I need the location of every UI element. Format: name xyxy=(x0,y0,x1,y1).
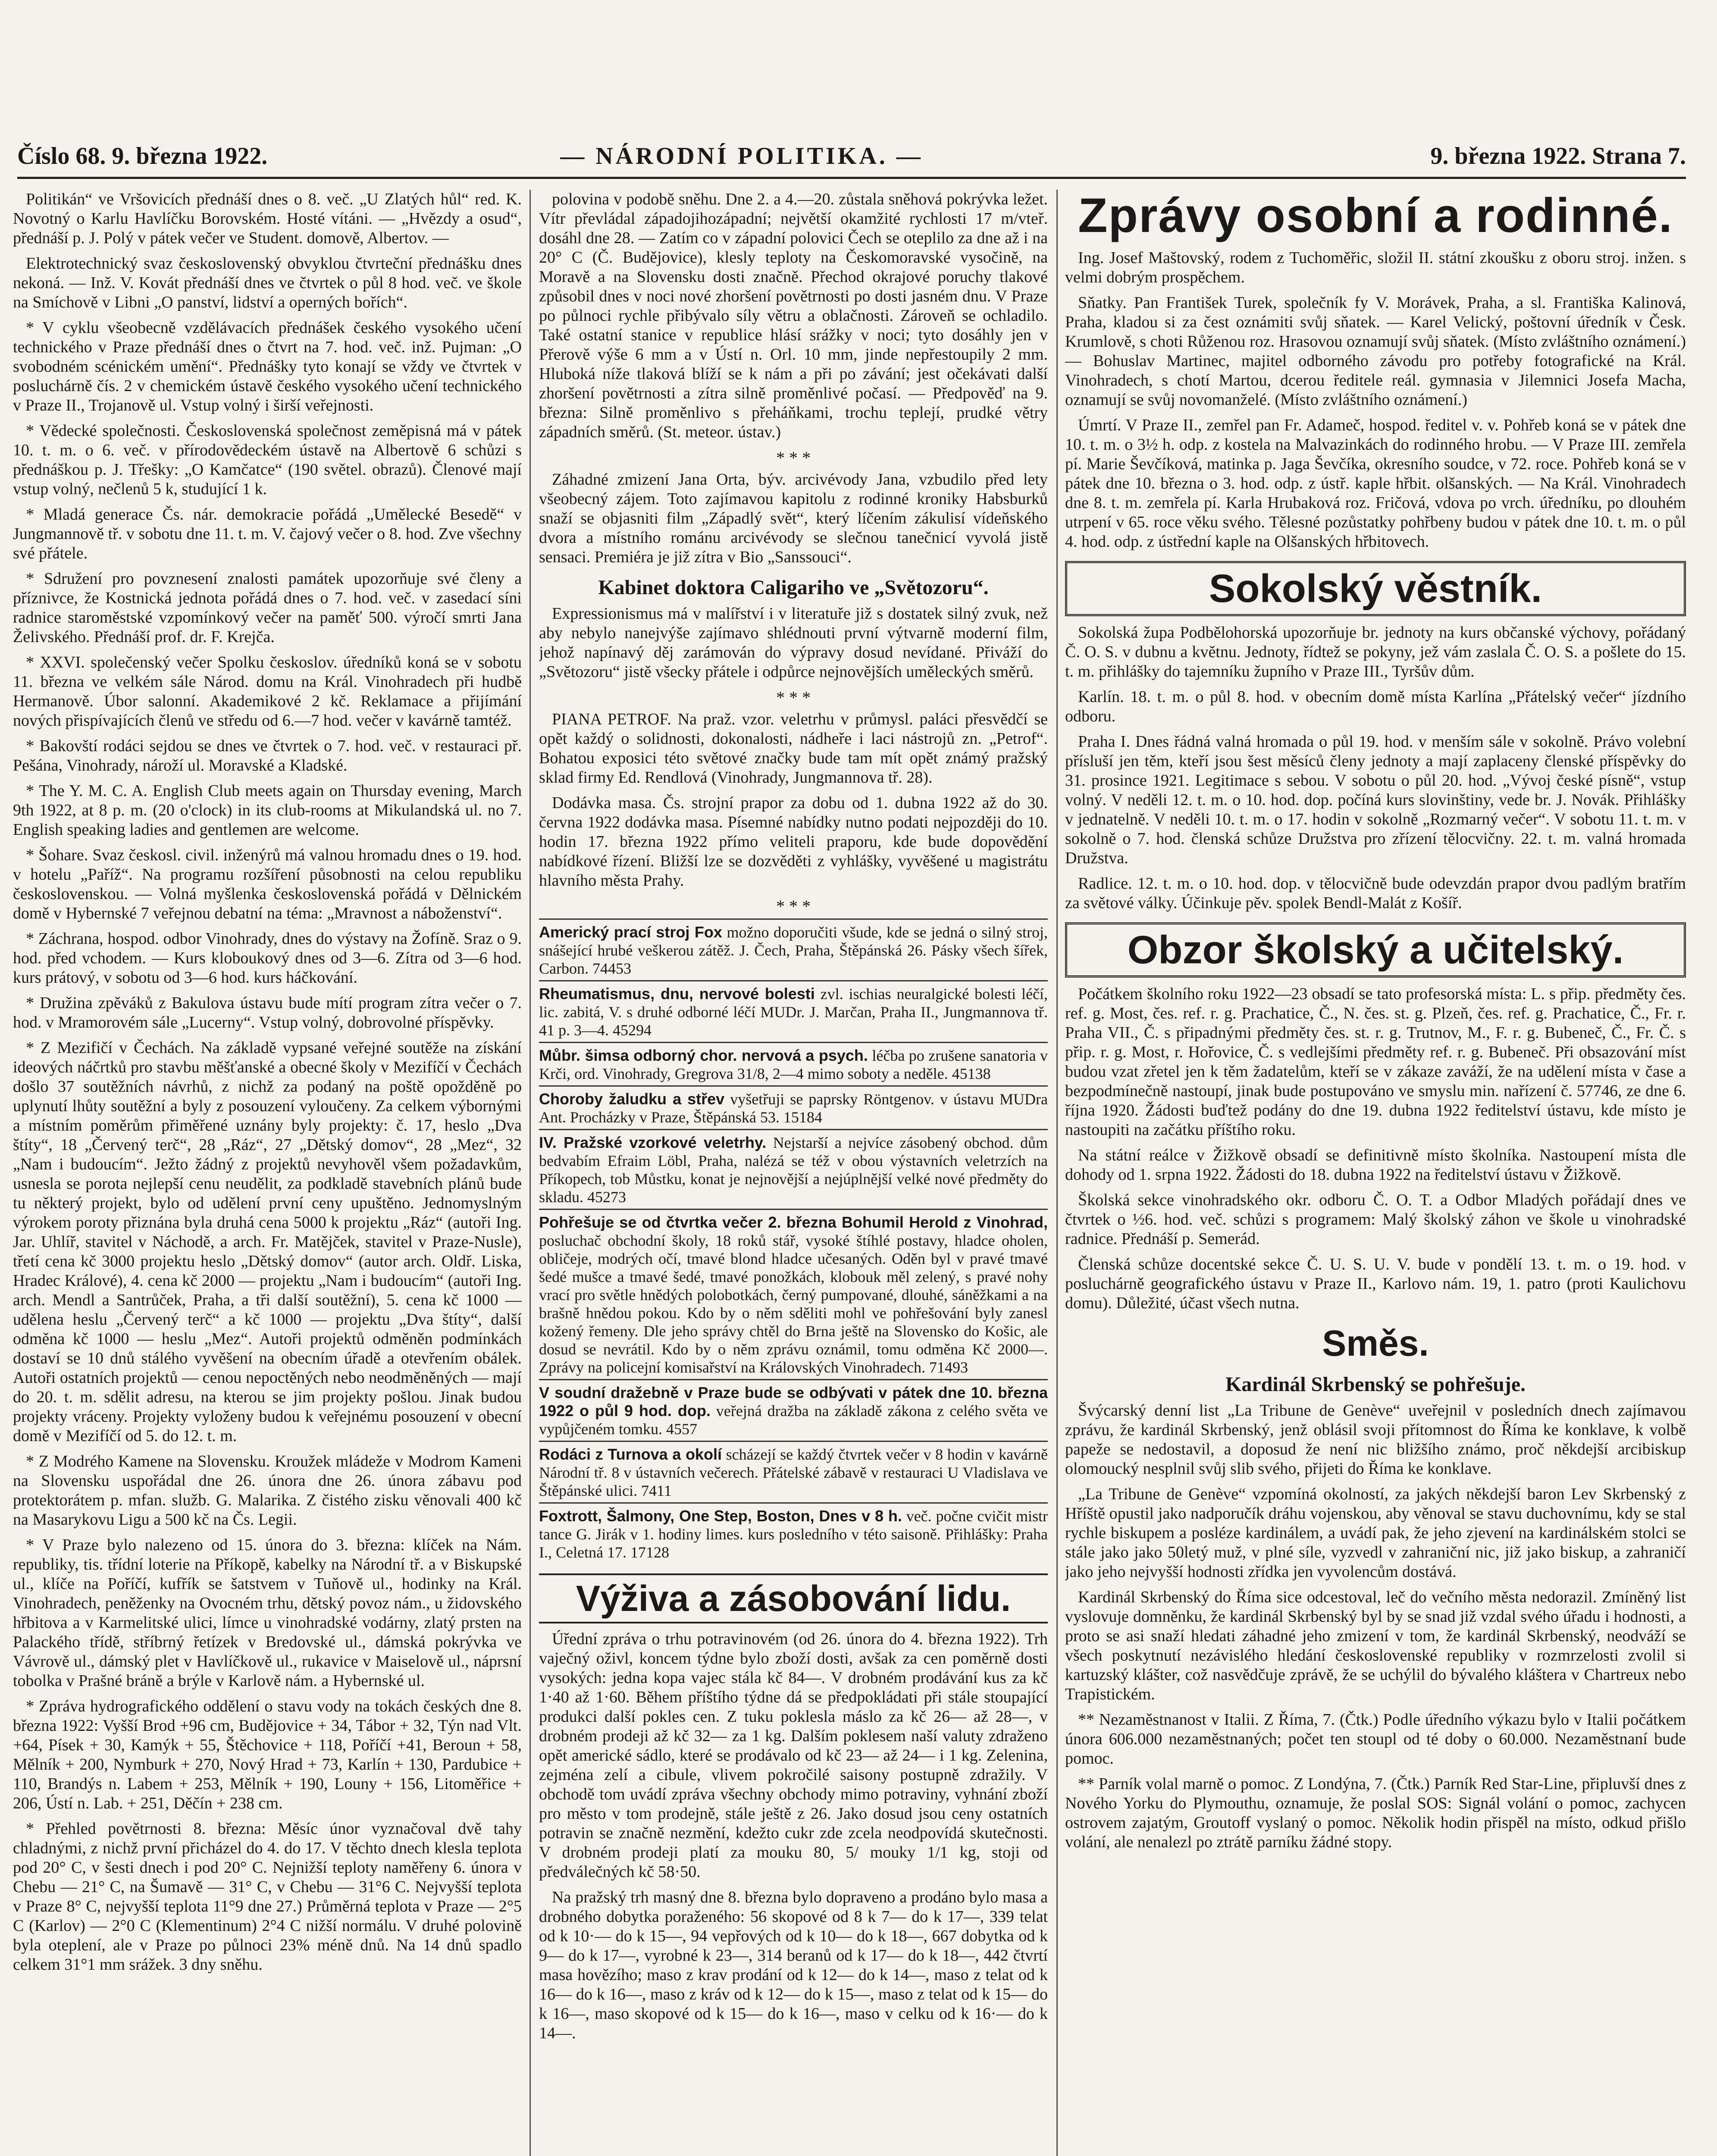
section-heading: Sokolský věstník. xyxy=(1065,561,1686,616)
page-date-number: 9. března 1922. Strana 7. xyxy=(1430,143,1686,169)
article: * Mladá generace Čs. nár. demokracie pořádá „Umělecké Besedě“ v Jungmannově tř. v sobotu dne 11. t. m. V. čajový večer o 8. hod. Zve všechny své přátele. xyxy=(13,505,522,562)
article: Členská schůze docentské sekce Č. U. S. U. V. bude v pondělí 13. t. m. o 19. hod. v posluchárně geografického ústavu v Praze II., Karlovo nám. 19, 1. patro (proti Kaulichovu domu). Důležité, účast všech nutna. xyxy=(1065,1255,1686,1312)
classified-ad: IV. Pražské vzorkové veletrhy. Nejstarší a nejvíce zásobený obchod. dům bedvabím Efraim Löbl, Praha, nalézá se též v obou výstavních veletrzích na Příkopech, tob Můstku, konat je nejnovější a nejúplnější velké nové předměty do skladu. 45273 xyxy=(539,1129,1048,1209)
classified-ad: Choroby žaludku a střev vyšetřuji se paprsky Röntgenov. v ústavu MUDra Ant. Procházky v Praze, Štěpánská 53. 15184 xyxy=(539,1085,1048,1129)
article: Úřední zpráva o trhu potravinovém (od 26. února do 4. března 1922). Trh vaječný oživl, koncem týdne bylo zboží dosti, avšak za cen poměrně dosti vysokých: jedna kopa vajec stála kč 84—. V drobném prodávání kus za kč 1·40 až 1·60. Během příštího týdne dá se předpokládati při stále stoupající produkci další pokles cen. Z tuku poklesla máslo za kč 26— až 28—, v drobném prodeji až kč 32— za 1 kg. Dalším poklesem naší valuty zdraženo opět americké sádlo, které se prodávalo od kč 23— až 24— i 1 kg. Zelenina, zejména zelí a cibule, vlivem pokročilé saisony postupně zdražily. V obchodě tom uvádí zpráva všechny obchody mimo potraviny, vyhnání zboží pro město v tom prodejně, stále ještě z 26. Jako dosud jsou ceny ostatních potravin se značně nezmění, kdežto cukr zde zcela neodpovídá skutečnosti. V drobném prodeji platí za mouku 80, 5/ mouky 1/1 kg, stoji od předválečných kč 58·50. xyxy=(539,1630,1048,1881)
article: Kardinál Skrbenský do Říma sice odcestoval, leč do večního města nedorazil. Zmíněný list vyslovuje domněnku, že kardinál Skrbenský byl by se snad již vzdal svého úřadu i hodnosti, a proto se asi snaží hledati záhadné jeho zmizení v tom, že kardinál Skrbenský, neodváží se všech poskytnutí nezávislého hledání československé republiky v rozmrzelosti zvolil si kartuzský klášter, což nasvědčuje zprávě, že se uchýlil do bývalého kláštera v Chartreux nebo Trapistickém. xyxy=(1065,1588,1686,1703)
article: Na státní reálce v Žižkově obsadí se definitivně místo školníka. Nastoupení místa dle dohody od 1. srpna 1922. Žádosti do 18. dubna 1922 na ředitelství ústavu v Žižkově. xyxy=(1065,1146,1686,1184)
article: * Sdružení pro povznesení znalosti památek upozorňuje své členy a příznivce, že Kostnická jednota pořádá dnes o 7. hod. več. v zasedací síni radnice staroměstské vzpomínkový večer na paměť 500. výročí smrti Jana Želivského. Přednáší prof. dr. F. Krejča. xyxy=(13,570,522,646)
article: Úmrtí. V Praze II., zemřel pan Fr. Adameč, hospod. ředitel v. v. Pohřeb koná se v pátek dne 10. t. m. o 3½ h. odp. z kostela na Malvazinkách do rodinného hrobu. — V Praze III. zemřela pí. Marie Ševčíková, matinka p. Jaga Ševčíka, okresního soudce, v 72. roce. Pohřeb koná se v pátek dne 10. března o 3. hod. odp. z ústř. kaple hřbit. olšanských. — Na Král. Vinohradech dne 8. t. m. zemřela pí. Karla Hrubaková roz. Fričová, vdova po vrch. úředníku, po dlouhém utrpení v 65. roce věku svého. Tělesné pozůstatky pohřbeny budou v pátek dne 10. t. m. o půl 4. hod. odp. z ústřední kaple na Olšanských hřbitovech. xyxy=(1065,416,1686,551)
article: * XXVI. společenský večer Spolku českoslov. úředníků koná se v sobotu 11. března ve velkém sále Národ. domu na Král. Vinohradech při hudbě Hermanově. Úbor salonní. Akademikové 2 kč. Reklamace a přijímání nových přispívajících členů ve středu od 6.—7 hod. večer v kavárně tamtéž. xyxy=(13,653,522,730)
column-3 xyxy=(1065,190,1686,2156)
article: * V cyklu všeobecně vzdělávacích přednášek českého vysokého učení technického v Praze přednáší dnes o čtvrt na 7. hod. več. inž. Pujman: „O svobodném scénickém umění“. Přednášky tyto konají se vždy ve čtvrtek v posluchárně čís. 2 v chemickém ústavě českého vysokého učení technického v Praze II., Trojanově ul. Vstup volný i širší veřejnosti. xyxy=(13,319,522,414)
classified-ad: Foxtrott, Šalmony, One Step, Boston, Dnes v 8 h. več. počne cvičit mistr tance G. Jirák v 1. hodiny limes. kurs posledního v této saisoně. Přihlášky: Praha I., Celetná 17. 17128 xyxy=(539,1502,1048,1564)
column-1 xyxy=(13,190,522,2156)
section-heading: Obzor školský a učitelský. xyxy=(1065,922,1686,978)
divider-stars: * * * xyxy=(776,688,811,707)
article: * Vědecké společnosti. Československá společnost zeměpisná má v pátek 10. t. m. o 6. več. v přírodovědeckém ústavě na Albertově 6 schůzi s přednáškou p. J. Třešky: „O Kamčatce“ (190 světel. obrazů). Členové mají vstup volný, nečlenů 5 k, studující 1 k. xyxy=(13,422,522,498)
section-heading: Výživa a zásobování lidu. xyxy=(539,1573,1048,1623)
divider-stars: * * * xyxy=(776,896,811,916)
article: * Z Modrého Kamene na Slovensku. Kroužek mládeže v Modrom Kameni na Slovensku uspořádal dne 26. února dne 26. února zábavu pod protektorátem p. mfan. služb. G. Malarika. Z čistého zisku věnovali 400 kč na Masarykovu Ligu a 500 kč na Čs. Legii. xyxy=(13,1452,522,1529)
classified-ad: Rodáci z Turnova a okolí scházejí se každý čtvrtek večer v 8 hodin v kavárně Národní tř. 8 v ústavních večerech. Přátelské zábavě v restauraci U Vladislava ve Štěpánské ulici. 7411 xyxy=(539,1441,1048,1502)
article: Ing. Josef Maštovský, rodem z Tuchoměřic, složil II. státní zkoušku z oboru stroj. inžen. s velmi dobrým prospěchem. xyxy=(1065,249,1686,286)
article-heading: Kabinet doktora Caligariho ve „Světozoru“. xyxy=(598,576,989,599)
classified-ad: Můbr. šimsa odborný chor. nervová a psych. léčba po zrušene sanatoria v Krči, ord. Vinohrady, Gregrova 31/8, 2—4 mimo soboty a neděle. 45138 xyxy=(539,1042,1048,1085)
article: * Záchrana, hospod. odbor Vinohrady, dnes do výstavy na Žofíně. Sraz o 9. hod. před vchodem. — Kurs kloboukový dnes od 3—6. Zítra od 3—6 hod. kurs prátový, v sobotu od 3—6 hod. kurs háčkování. xyxy=(13,930,522,987)
article: Elektrotechnický svaz československý obvyklou čtvrteční přednášku dnes nekoná. — Inž. V. Kovát přednáší dnes ve čtvrtek o půl 8 hod. več. ve škole na Smíchově v Libni „O panství, lidství a operných bořích“. xyxy=(13,254,522,311)
divider-stars: * * * xyxy=(776,448,811,467)
column-2 xyxy=(539,190,1048,2156)
article: polovina v podobě sněhu. Dne 2. a 4.—20. zůstala sněhová pokrývka ležet. Vítr převládal západojihozápadní; největší okamžité rychlosti 17 m/vteř. dosáhl dne 28. — Zatím co v západní polovici Čech se oteplilo za dne až i na 20° C (Č. Budějovice), klesly teploty na Českomoravské vysočině, na Moravě a na Slovensku dosti značně. Přechod okrajové poruchy tlakové způsobil dnes v noci nové zhoršení povětrnosti po dosti jasném dnu. V Praze po půlnoci rychle přibývalo síly větru a oblačnosti. Zároveň se ochladilo. Také ostatní stanice v republice hlásí srážky v noci; tyto dosáhly jen v Přerově výše 6 mm a v Ústí n. Orl. 10 mm, jinde nepřestoupily 2 mm. Hluboká níže tlaková blíží se k nám a při po závání; jest očekávati další zhoršení povětrnosti a zítra silně proměnlivé počasí. — Předpověď na 9. března: Silně proměnlivo s přeháňkami, trochu teplejí, prudké větry západních směrů. (St. meteor. ústav.) xyxy=(539,190,1048,441)
issue-number: Číslo 68. 9. března 1922. xyxy=(17,143,268,169)
article: Sokolská župa Podbělohorská upozorňuje br. jednoty na kurs občanské výchovy, pořádaný Č. O. S. v dubnu a květnu. Jednoty, řídtež se pokyny, jež vám zaslala Č. O. S. a pošlete do 15. t. m. přihlášky do tajemníku župního v Praze III., Tyršův dům. xyxy=(1065,624,1686,680)
column-rule xyxy=(1056,190,1058,2156)
article-heading: Kardinál Skrbenský se pohřešuje. xyxy=(1225,1373,1526,1396)
article: * Bakovští rodáci sejdou se dnes ve čtvrtek o 7. hod. več. v restauraci př. Pešána, Vinohrady, nároží ul. Moravské a Kladské. xyxy=(13,737,522,774)
article: Sňatky. Pan František Turek, společník fy V. Morávek, Praha, a sl. Františka Kalinová, Praha, kladou si za čest oznámiti svůj sňatek. — Karel Velický, poštovní úředník v Česk. Krumlově, s choti Růženou roz. Hrasovou oznamují svůj sňatek. (Místo zvláštního oznámení.) — Bohuslav Martinec, majitel odborného závodu pro potřeby fotografické na Král. Vinohradech, s chotí Martou, dcerou ředitele reál. gymnasia v Jilemnici Josefa Macha, oznamují se svůj novomanželé. (Místo zvláštního oznámení.) xyxy=(1065,294,1686,409)
article: Počátkem školního roku 1922—23 obsadí se tato profesorská místa: L. s přip. předměty čes. ref. g. Most, čes. ref. r. g. Prachatice, Č., N. čes. st. g. Plzeň, čes. ref. g. Prachatice, Č., Fr. r. Praha VII., Č. s připadnými předměty čes. st. r. g. Trutnov, M., F. r. g. Bubeneč, Č., Fr. Č. s přip. r. g. Most, r. Hořovice, Č. s vedlejšími předměty ref. r. g. Bubeneč. Při obsazování míst budou vzat zřetel jen k těm žadatelům, kteří se v zákaze zaváží, že na udělení místa v čase a bezpodmínečně nastoupí, jinak bude postupováno ve smyslu min. nařízení č. 57746, ze dne 6. října 1920. Žádosti buďtež podány do dne 19. dubna 1922 ředitelství ústavu, kde místo je nastoupiti na začátku příštího roku. xyxy=(1065,985,1686,1139)
article: Praha I. Dnes řádná valná hromada o půl 19. hod. v menším sále v sokolně. Právo volební přísluší jen těm, kteří jsou šest měsíců členy jednoty a mají zaplaceny členské příspěvky do 31. prosince 1921. Legitimace s sebou. V sobotu o půl 20. hod. „Vývoj české písně“, vstup volný. V neděli 12. t. m. o 10. hod. dop. počíná kurs slovinštiny, vede br. J. Novák. Přihlášky v jednatelně. V neděli 10. t. m. o 17. hodin v sokolně „Rozmarný večer“. V sobotu 11. t. m. v sokolně o 7. hod. členská schůze Družstva pro zřízení tělocvičny. 22. t. m. valná hromada Družstva. xyxy=(1065,733,1686,867)
article: * Zpráva hydrografického oddělení o stavu vody na tokách českých dne 8. března 1922: Vyšší Brod +96 cm, Budějovice + 34, Tábor + 32, Týn nad Vlt. +64, Písek + 30, Kamýk + 55, Štěchovice + 118, Poříčí +41, Beroun + 58, Mělník + 200, Nymburk + 270, Nový Hrad + 73, Karlín + 130, Pardubice + 110, Brandýs n. Labem + 253, Mělník + 190, Louny + 156, Litoměřice + 206, Ústí n. Lab. + 251, Děčín + 238 cm. xyxy=(13,1697,522,1812)
article: Expressionismus má v malířství i v literatuře již s dostatek silný zvuk, než aby nebylo nanejvýše zajímavo shlédnouti první výtvarně moderní film, jehož napínavý děj zarámován do výpravy dosud nevídané. Přiváží do „Světozoru“ jistě všecky přátele i odpůrce nejnovějších uměleckých směrů. xyxy=(539,605,1048,681)
article: „La Tribune de Genève“ vzpomíná okolností, za jakých někdejší baron Lev Skrbenský z Hříště opustil jako nadporučík dráhu vojenskou, aby věnoval se stavu duchovnímu, kdy se stal rychle biskupem a posléze kardinálem, a uvádí pak, že jeho zjevení na kardinálském stolci se stále jako jako 50letý muž, v plné síle, vyzvedl v zahraniční nic, již jako biskup, a zahraničí jako jeho nejvyšší hodnosti zřídka jen vyvolencům dostává. xyxy=(1065,1485,1686,1581)
article: ** Nezaměstnanost v Italii. Z Říma, 7. (Čtk.) Podle úředního výkazu bylo v Italii počátkem února 606.000 nezaměstnaných; počet ten stoupl od té doby o 60.000. Nezaměstnaní bude pomoc. xyxy=(1065,1711,1686,1767)
classified-ad: Pohřešuje se od čtvrtka večer 2. března Bohumil Herold z Vinohrad, posluchač obchodní školy, 18 roků stář, vysoké štíhlé postavy, hladce oholen, obličeje, modrých očí, tmavé blond hladce učesaných. Oděn byl v pravé tmavé šedé mušce a tmavé šedé, tmavé ponožkách, klobouk měl zelený, s pravé nohy vrací pro světle hnědých polobotkách, černý pumpované, dlouhé, sáněžkami a na brašně hnědou pokou. Kdo by o něm sděliti mohl ve pohřešování byly zanesl kožený řemeny. Dle jeho správy chtěl do Brna ještě na Slovensko do Košic, ale dosud se nevrátil. Kdo by o něm zprávu oznámil, tomu odměna Kč 2000—. Zprávy na policejní komisařství na Královských Vinohradech. 71493 xyxy=(539,1209,1048,1379)
article: * Přehled povětrnosti 8. března: Měsíc únor vyznačoval dvě tahy chladnými, z nichž první přicházel do 4. do 17. V těchto dnech klesla teplota pod 20° C, v šesti dnech i pod 20° C. Nejnižší teploty naměřeny 6. února v Chebu — 21° C, na Šumavě — 31° C, v Chebu — 31°6 C. Nejvyšší teplota v Praze 8° C, nejvyšší teplota 11°9 dne 27.) Průměrná teplota v Praze — 2°5 C (Karlov) — 2°0 C (Klementinum) 2°4 C nižší normálu. V druhé polovině byla oteplení, ale v Praze po půlnoci 23% méně dnů. Na 14 dnů spadlo celkem 31°1 mm srážek. 3 dny sněhu. xyxy=(13,1820,522,1974)
classified-ad: V soudní dražebně v Praze bude se odbývati v pátek dne 10. března 1922 o půl 9 hod. dop. veřejná dražba na základě zákona z celého světa ve vypůjčeném tomku. 4557 xyxy=(539,1379,1048,1441)
article: Školská sekce vinohradského okr. odboru Č. O. T. a Odbor Mladých pořádají dnes ve čtvrtek o ½6. hod. več. schůzi s programem: Malý školský záhon ve škole u vinohradské radnice. Přednáší p. Semerád. xyxy=(1065,1191,1686,1248)
article: Karlín. 18. t. m. o půl 8. hod. v obecním domě místa Karlína „Přátelský večer“ jízdního odboru. xyxy=(1065,688,1686,725)
article: ** Parník volal marně o pomoc. Z Londýna, 7. (Čtk.) Parník Red Star-Line, připluvší dnes z Nového Yorku do Plymouthu, oznamuje, že poslal SOS: Signál volání o pomoc, zachycen ostrovem zajatým, Groutoff vyslaný o pomoc. Několik hodin přispěl na místo, odkud přišlo volání, ale nenalezl po ztrátě parníku žádné stopy. xyxy=(1065,1775,1686,1851)
article: PIANA PETROF. Na praž. vzor. veletrhu v průmysl. paláci přesvědčí se opět každý o solidnosti, dokonalosti, nádheře i laci nástrojů zn. „Petrof“. Bohatou exposici této světové značky bude tam mít opět známý pražský sklad firmy Ed. Rendlová (Vinohrady, Jungmannova tř. 28). xyxy=(539,710,1048,787)
article: Dodávka masa. Čs. strojní prapor za dobu od 1. dubna 1922 až do 30. června 1922 dodávka masa. Písemné nabídky nutno podati nejpozději do 10. hodin 17. března 1922 přímo veliteli praporu, kde bude dopovědění nabídkové řízení. Bližší lze se dozvěděti z vyhlášky, vyvěšené u magistrátu hlavního města Prahy. xyxy=(539,794,1048,890)
classified-ad: Rheumatismus, dnu, nervové bolesti zvl. ischias neuralgické bolesti léčí, lic. zabitá, V. s druhé odborné léčí MUDr. J. Marčan, Praha II., Jungmannova tř. 41 p. 3—4. 45294 xyxy=(539,980,1048,1042)
article: * Z Mezifičí v Čechách. Na základě vypsané veřejné soutěže na získání ideových náčrtků pro stavbu měšťanské a obecné školy v Mezifíčí v Čechách došlo 37 soutěžních návrhů, z nichž za podaný na poště opožděně po uplynutí lhůty soutěžní a byly z posouzení vyloučeny. Za celkem výbornými a místním poměrům přiměřené uznány byly projekty: č. 17, heslo „Dva štíty“, 18 „Červený terč“, 28 „Ráz“, 27 „Dětský domov“, 28 „Mez“, 32 „Nam i budoucím“. Ježto žádný z projektů nevyhověl všem požadavkům, usnesla se porota nejlepší cenu neudělit, za podkladě stavebních plánů bude tu některý projekt, bylo od udělení první ceny upuštěno. Jednomyslným výrokem poroty přiznána byla druhá cena 5000 k projektu „Ráz“ (autoři Ing. Jar. Uhlíř, stavitel v Náchodě, a arch. Fr. Matějček, stavitel v Praze-Nusle), třetí cena kč 3000 projektu heslo „Dětský domov“ (autor arch. Oldř. Liska, Hradec Králové), 4. cena kč 2000 — projektu „Nam i budoucím“ (autoři Ing. arch. Mendl a Santrůček, Praha, a tři další soutěžní), 5. cena kč 1000 — udělena heslu „Červený terč“ a kč 1000 — projektu „Dva štíty“, další odměna kč 1000 — heslu „Mez“. Autoři projektů odměněn podmínkách dostaví se 10 dnů stálého vyvěšení na obecním úřadě a otevřením obálek. Autoři ostatních projektů — cenou nepoctěných nebo neodměněných — mají do 20. t. m. sdělit adresu, na kterou se jim projekty pošlou. Jinak budou projekty vráceny. Projekty vyloženy budou k veřejnému posouzení v obecní domě v Mezifíčí od 5. do 12. t. m. xyxy=(13,1039,522,1445)
article: Na pražský trh masný dne 8. března bylo dopraveno a prodáno bylo masa a drobného dobytka poraženého: 56 skopové od 8 k 7— do k 17—, 339 telat od k 10·— do k 15—, 94 vepřových od k 10— do k 18—, 667 dobytka od k 9— do k 17—, vyrobné k 23—, 314 beranů od k 17— do k 18—, 442 čtvrtí masa hovězího; maso z krav prodání od k 12— do k 14—, maso z telat od k 16— do k 16—, maso z kráv od k 12— do k 15—, maso z telat od k 15— do k 16—, maso skopové od k 15— do k 16—, maso v celku od k 16·— do k 14—. xyxy=(539,1888,1048,2042)
column-rule xyxy=(530,190,531,2156)
classified-ad: Americký prací stroj Fox možno doporučiti všude, kde se jedná o silný stroj, snášející hrubé veškerou zátěž. J. Čech, Praha, Štěpánská 26. Pásky všech šířek, Carbon. 74453 xyxy=(539,918,1048,980)
section-heading: Zprávy osobní a rodinné. xyxy=(1078,190,1673,242)
masthead xyxy=(17,142,1686,179)
article: Švýcarský denní list „La Tribune de Genève“ uveřejnil v posledních dnech zajímavou zprávu, že kardinál Skrbenský, jenž oblásil svoji přítomnost do Říma ke konklave, k volbě papeže se nedostavil, a doposud že není nic bližšího známo, proč někdejší arcibiskup olomoucký nesplnil svůj slib svého, přijeti do Říma ke konklave. xyxy=(1065,1401,1686,1478)
section-heading: Směs. xyxy=(1322,1323,1429,1363)
article: * The Y. M. C. A. English Club meets again on Thursday evening, March 9th 1922, at 8 p. m. (20 o'clock) in its club-rooms at Mikulandská ul. no 7. English speaking ladies and gentlemen are welcome. xyxy=(13,782,522,839)
article: Záhadné zmizení Jana Orta, býv. arcivévody Jana, vzbudilo před lety všeobecný zájem. Toto zajímavou kapitolu z rodinné kroniky Habsburků snaží se objasniti film „Západlý svět“, který líčením zákulisí vídeňského dvora a místního románu arcivévody se slečnou tanečnicí vyvolá jistě sensaci. Premiéra je již zítra v Bio „Sanssouci“. xyxy=(539,470,1048,566)
newspaper-title: — NÁRODNÍ POLITIKA. — xyxy=(560,143,923,169)
article: Politikán“ ve Vršovicích přednáší dnes o 8. več. „U Zlatých hůl“ red. K. Novotný o Karlu Havlíčku Borovském. Hosté vítáni. — „Hvězdy a osud“, přednáší p. J. Polý v pátek večer ve Student. domově, Albertov. — xyxy=(13,190,522,247)
article: Radlice. 12. t. m. o 10. hod. dop. v tělocvičně bude odevzdán prapor dvou padlým bratřím za světové války. Účinkuje pěv. spolek Bendl-Malát z Košíř. xyxy=(1065,874,1686,912)
article: * Šohare. Svaz českosl. civil. inženýrů má valnou hromadu dnes o 19. hod. v hotelu „Paříž“. Na programu rozšíření působnosti na celou republiku československou. — Volná myšlenka československá pořádá v Dělnickém domě v Hybernské 7 veřejnou debatní na téma: „Mravnost a náboženství“. xyxy=(13,846,522,922)
article: * Družina zpěváků z Bakulova ústavu bude mítí program zítra večer o 7. hod. v Mramorovém sále „Lucerny“. Vstup volný, dobrovolné příspěvky. xyxy=(13,994,522,1031)
article: * V Praze bylo nalezeno od 15. února do 3. března: klíček na Nám. republiky, tis. třídní loterie na Příkopě, kabelky na Národní tř. a v Biskupské ul., klíče na Poříčí, kufřík se šatstvem v Tuňově ul., hodinky na Král. Vinohradech, peněženky na Ovocném trhu, dětský povoz nám., u židovského hřbitova a v Karmelitské ulici, límce u vinohradské vodárny, zlatý prsten na Palackého třídě, stříbrný řetízek v Bredovské ul., dámská pokrývka ve Vávrově ul., dámský plet v Havlíčkově ul., rukavice v Maiselově ul., náprsní tobolka v Prašné bráně a brýle v Karlově nám. a Hybernské ul. xyxy=(13,1536,522,1690)
